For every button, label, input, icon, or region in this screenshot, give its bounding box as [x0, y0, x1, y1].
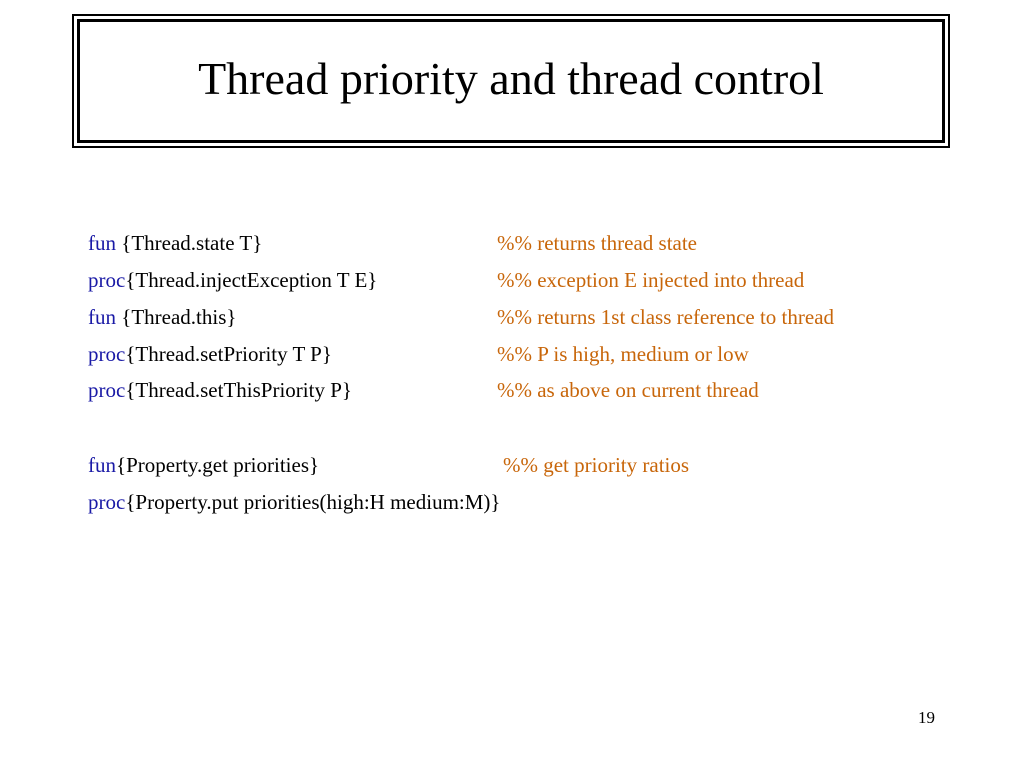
code-line-thread-state: [88, 230, 262, 256]
title-box: [77, 19, 945, 143]
slide-title: Thread priority and thread control: [198, 53, 824, 104]
code-text: {Thread.setThisPriority P}: [125, 378, 352, 402]
page-number: 19: [918, 708, 935, 727]
code-keyword: proc: [88, 490, 126, 514]
code-text: {Thread.setPriority T P}: [125, 342, 332, 366]
code-text: {Property.put priorities(high:H medium:M)}: [125, 490, 501, 514]
code-text: {Thread.this}: [116, 305, 237, 329]
code-line-inject-exception: [88, 267, 377, 293]
code-text: {Thread.injectException T E}: [125, 268, 378, 292]
code-keyword: fun: [88, 305, 116, 329]
code-line-property-get: [88, 452, 319, 478]
code-keyword: fun: [88, 453, 116, 477]
code-keyword: proc: [88, 378, 126, 402]
code-line-set-this-priority: [88, 377, 352, 403]
title-frame: [72, 14, 950, 148]
code-line-thread-this: [88, 304, 236, 330]
code-text: {Property.get priorities}: [116, 453, 320, 477]
code-line-property-put: [88, 489, 501, 515]
code-text: {Thread.state T}: [116, 231, 263, 255]
code-comment: %% P is high, medium or low: [497, 342, 749, 366]
code-comment: %% returns thread state: [497, 231, 698, 255]
code-keyword: fun: [88, 231, 116, 255]
code-comment: %% as above on current thread: [497, 378, 759, 402]
code-line-set-priority: [88, 341, 332, 367]
code-keyword: proc: [88, 342, 126, 366]
code-comment: %% returns 1st class reference to thread: [497, 305, 835, 329]
code-comment: %% exception E injected into thread: [497, 268, 805, 292]
code-keyword: proc: [88, 268, 126, 292]
code-comment: %% get priority ratios: [503, 453, 690, 477]
